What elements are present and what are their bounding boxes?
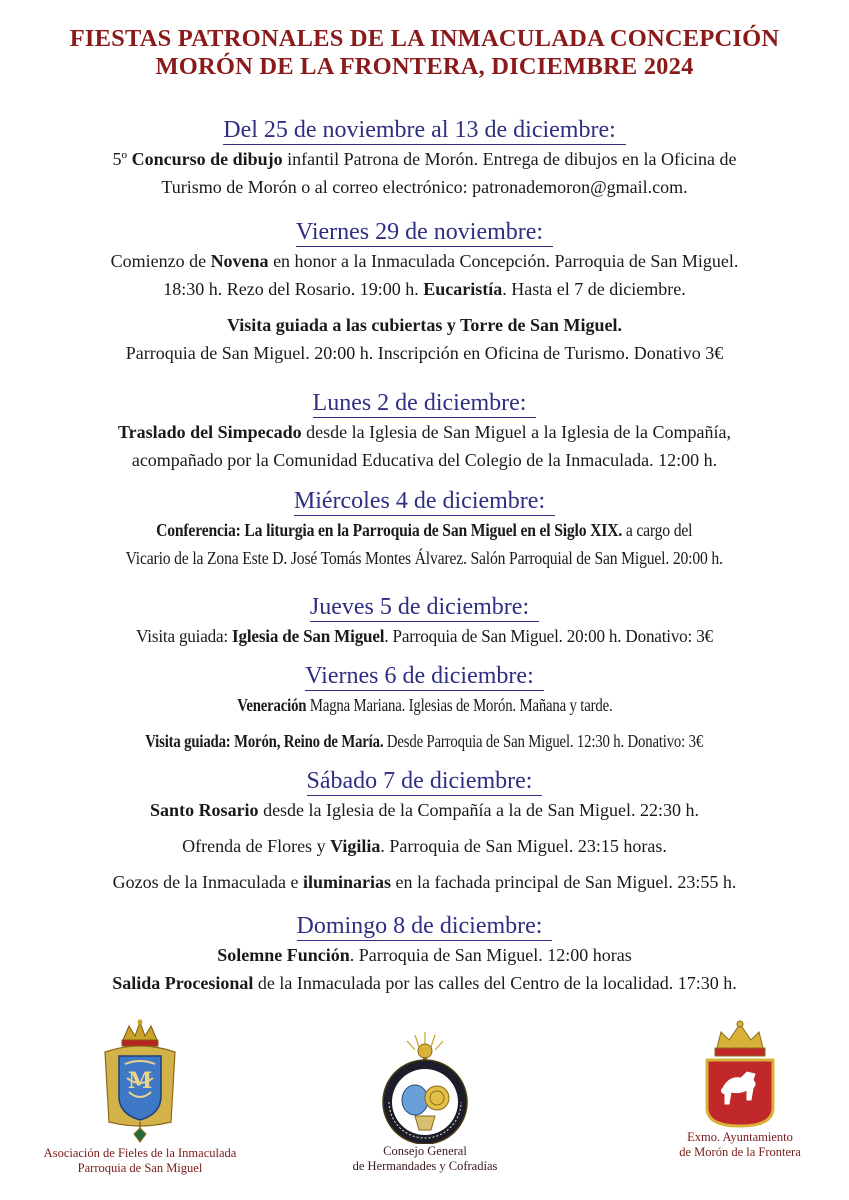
section-heading: Lunes 2 de diciembre: (313, 389, 537, 418)
section-line: 5º Concurso de dibujo infantil Patrona de Morón. Entrega de dibujos en la Oficina de (112, 149, 737, 169)
section-dec2 (0, 389, 849, 474)
seal-icon (375, 1030, 475, 1144)
footer-caption: de Morón de la Frontera (679, 1145, 801, 1159)
section-dec5 (0, 593, 849, 650)
section-dec8 (0, 912, 849, 997)
section-line: Conferencia: La liturgia en la Parroquia de San Miguel en el Siglo XIX. a cargo del (156, 520, 693, 540)
footer-logo-consejo (330, 1030, 520, 1174)
section-heading: Del 25 de noviembre al 13 de diciembre: (223, 116, 626, 145)
section-line: Visita guiada: Iglesia de San Miguel. Parroquia de San Miguel. 20:00 h. Donativo: 3€ (136, 626, 713, 646)
section-line: Ofrenda de Flores y Vigilia. Parroquia de San Miguel. 23:15 horas. (182, 836, 667, 856)
section-line: Santo Rosario desde la Iglesia de la Compañía a la de San Miguel. 22:30 h. (150, 800, 699, 820)
crest-icon (95, 1018, 185, 1146)
section-line: Veneración Magna Mariana. Iglesias de Morón. Mañana y tarde. (236, 695, 613, 715)
footer-caption: de Hermandades y Cofradías (352, 1159, 498, 1173)
section-dec6 (0, 662, 849, 755)
section-heading: Viernes 29 de noviembre: (296, 218, 553, 247)
footer-logo-ayuntamiento (645, 1018, 835, 1160)
section-line: Visita guiada: Morón, Reino de María. Desde Parroquia de San Miguel. 12:30 h. Donativo: 3€ (145, 731, 704, 751)
section-line: Traslado del Simpecado desde la Iglesia de San Miguel a la Iglesia de la Compañía, (117, 422, 732, 442)
page-title-line2: MORÓN DE LA FRONTERA, DICIEMBRE 2024 (155, 53, 694, 80)
section-nov25 (0, 116, 849, 201)
page-title-line1: FIESTAS PATRONALES DE LA INMACULADA CONCEPCIÓN (69, 25, 780, 52)
section-line: acompañado por la Comunidad Educativa del Colegio de la Inmaculada. 12:00 h. (131, 450, 718, 470)
section-heading: Miércoles 4 de diciembre: (294, 487, 555, 516)
footer-logo-asociacion (30, 1018, 250, 1176)
section-heading: Sábado 7 de diciembre: (307, 767, 543, 796)
footer-caption: Consejo General (383, 1144, 467, 1158)
section-heading: Viernes 6 de diciembre: (305, 662, 543, 691)
section-line: Gozos de la Inmaculada e iluminarias en la fachada principal de San Miguel. 23:55 h. (112, 872, 737, 892)
section-heading: Jueves 5 de diciembre: (310, 593, 539, 622)
section-dec7 (0, 767, 849, 896)
section-line: Comienzo de Novena en honor a la Inmaculada Concepción. Parroquia de San Miguel. (110, 251, 739, 271)
section-line: Vicario de la Zona Este D. José Tomás Montes Álvarez. Salón Parroquial de San Miguel. 20:00 h. (125, 548, 724, 568)
section-line: 18:30 h. Rezo del Rosario. 19:00 h. Eucaristía. Hasta el 7 de diciembre. (163, 279, 686, 299)
section-dec4 (0, 487, 849, 572)
section-heading: Domingo 8 de diciembre: (297, 912, 553, 941)
footer-caption: Exmo. Ayuntamiento (687, 1130, 793, 1144)
section-line: Salida Procesional de la Inmaculada por las calles del Centro de la localidad. 17:30 h. (112, 973, 737, 993)
svg-text:M: M (127, 1068, 153, 1094)
section-line: Turismo de Morón o al correo electrónico: patronademoron@gmail.com. (161, 177, 688, 197)
footer-caption: Parroquia de San Miguel (77, 1161, 203, 1175)
section-line: Parroquia de San Miguel. 20:00 h. Inscripción en Oficina de Turismo. Donativo 3€ (125, 343, 724, 363)
section-line: Solemne Función. Parroquia de San Miguel. 12:00 horas (217, 945, 632, 965)
section-nov29 (0, 218, 849, 367)
section-line: Visita guiada a las cubiertas y Torre de San Miguel. (226, 315, 623, 335)
coat-of-arms-icon (695, 1018, 785, 1130)
footer-caption: Asociación de Fieles de la Inmaculada (43, 1146, 237, 1160)
